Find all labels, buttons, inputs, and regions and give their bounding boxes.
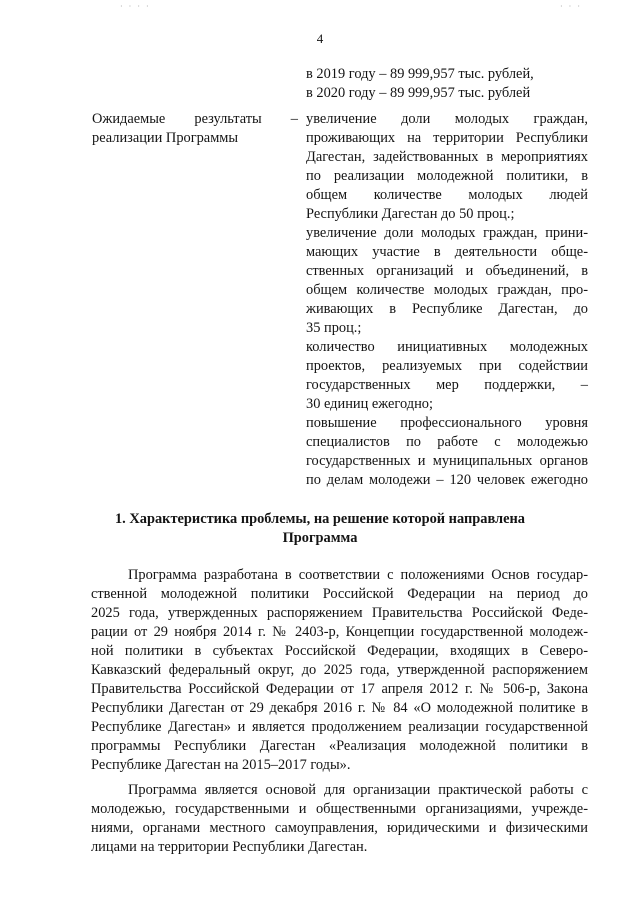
label-line: Ожидаемые результаты – [92, 111, 298, 127]
result-line: Республики Дагестан до 50 проц.; [306, 206, 515, 222]
result-line: количество инициативных молодежных [306, 339, 588, 355]
funding-line: в 2020 году – 89 999,957 тыс. рублей [306, 85, 531, 101]
result-line: повышение профессионального уровня [306, 415, 588, 431]
paragraph-line: молодежью, государственными и общественными организациями, учрежде- [91, 801, 588, 817]
scan-artifact: · · · [560, 2, 582, 11]
result-line: по реализации молодежной политики, в [306, 168, 588, 184]
paragraph-line: Республики Дагестан от 29 декабря 2016 г. № 84 «О молодежной политике в [91, 700, 588, 716]
result-line: государственных мер поддержки, – [306, 377, 588, 393]
paragraph-line: Республике Дагестан на 2015–2017 годы». [91, 757, 351, 773]
page-number: 4 [316, 31, 324, 46]
result-line: специалистов по работе с молодежью [306, 434, 588, 450]
result-line: по делам молодежи – 120 человек ежегодно [306, 472, 588, 488]
result-line: мающих участие в деятельности обще- [306, 244, 588, 260]
paragraph-line: рации от 29 ноября 2014 г. № 2403-р, Концепции государственной молодеж- [91, 624, 588, 640]
result-line: 30 единиц ежегодно; [306, 396, 433, 412]
paragraph-line: Республике Дагестан» и является продолжением реализации государственной [91, 719, 588, 735]
paragraph-line: ственной молодежной политики Российской Федерации на период до [91, 586, 588, 602]
scan-artifact: · · · · [120, 2, 151, 11]
paragraph-line: программы Республики Дагестан «Реализация молодежной политики в [91, 738, 588, 754]
paragraph-line: Правительства Российской Федерации от 17 апреля 2012 г. № 506-р, Закона [91, 681, 588, 697]
result-line: общем количестве молодых граждан, про- [306, 282, 588, 298]
heading-line: 1. Характеристика проблемы, на решение которой направлена [114, 511, 526, 527]
paragraph-line: ной политики в субъектах Российской Федерации, входящих в Северо- [91, 643, 588, 659]
result-line: ственных организаций и объединений, в [306, 263, 588, 279]
paragraph-line: ниями, органами местного самоуправления, юридическими и физическими [91, 820, 588, 836]
result-line: живающих в Республике Дагестан, до [306, 301, 588, 317]
paragraph-line: лицами на территории Республики Дагестан. [91, 839, 368, 855]
result-line: Дагестан, задействованных в мероприятиях [306, 149, 588, 165]
result-line: проживающих на территории Республики [306, 130, 588, 146]
heading-line: Программа [282, 530, 358, 546]
funding-line: в 2019 году – 89 999,957 тыс. рублей, [306, 66, 534, 82]
result-line: 35 проц.; [306, 320, 362, 336]
result-line: государственных и муниципальных органов [306, 453, 588, 469]
result-line: увеличение доли молодых граждан, прини- [306, 225, 588, 241]
paragraph-line: 2025 года, утвержденных распоряжением Правительства Российской Феде- [91, 605, 588, 621]
label-line: реализации Программы [92, 130, 239, 146]
result-line: проектов, реализуемых при содействии [306, 358, 588, 374]
paragraph-line: Программа разработана в соответствии с положениями Основ государ- [128, 567, 588, 583]
result-line: увеличение доли молодых граждан, [306, 111, 588, 127]
paragraph-line: Программа является основой для организации практической работы с [128, 782, 588, 798]
result-line: общем количестве молодых людей [306, 187, 588, 203]
paragraph-line: Кавказский федеральный округ, до 2025 года, утвержденной распоряжением [91, 662, 588, 678]
